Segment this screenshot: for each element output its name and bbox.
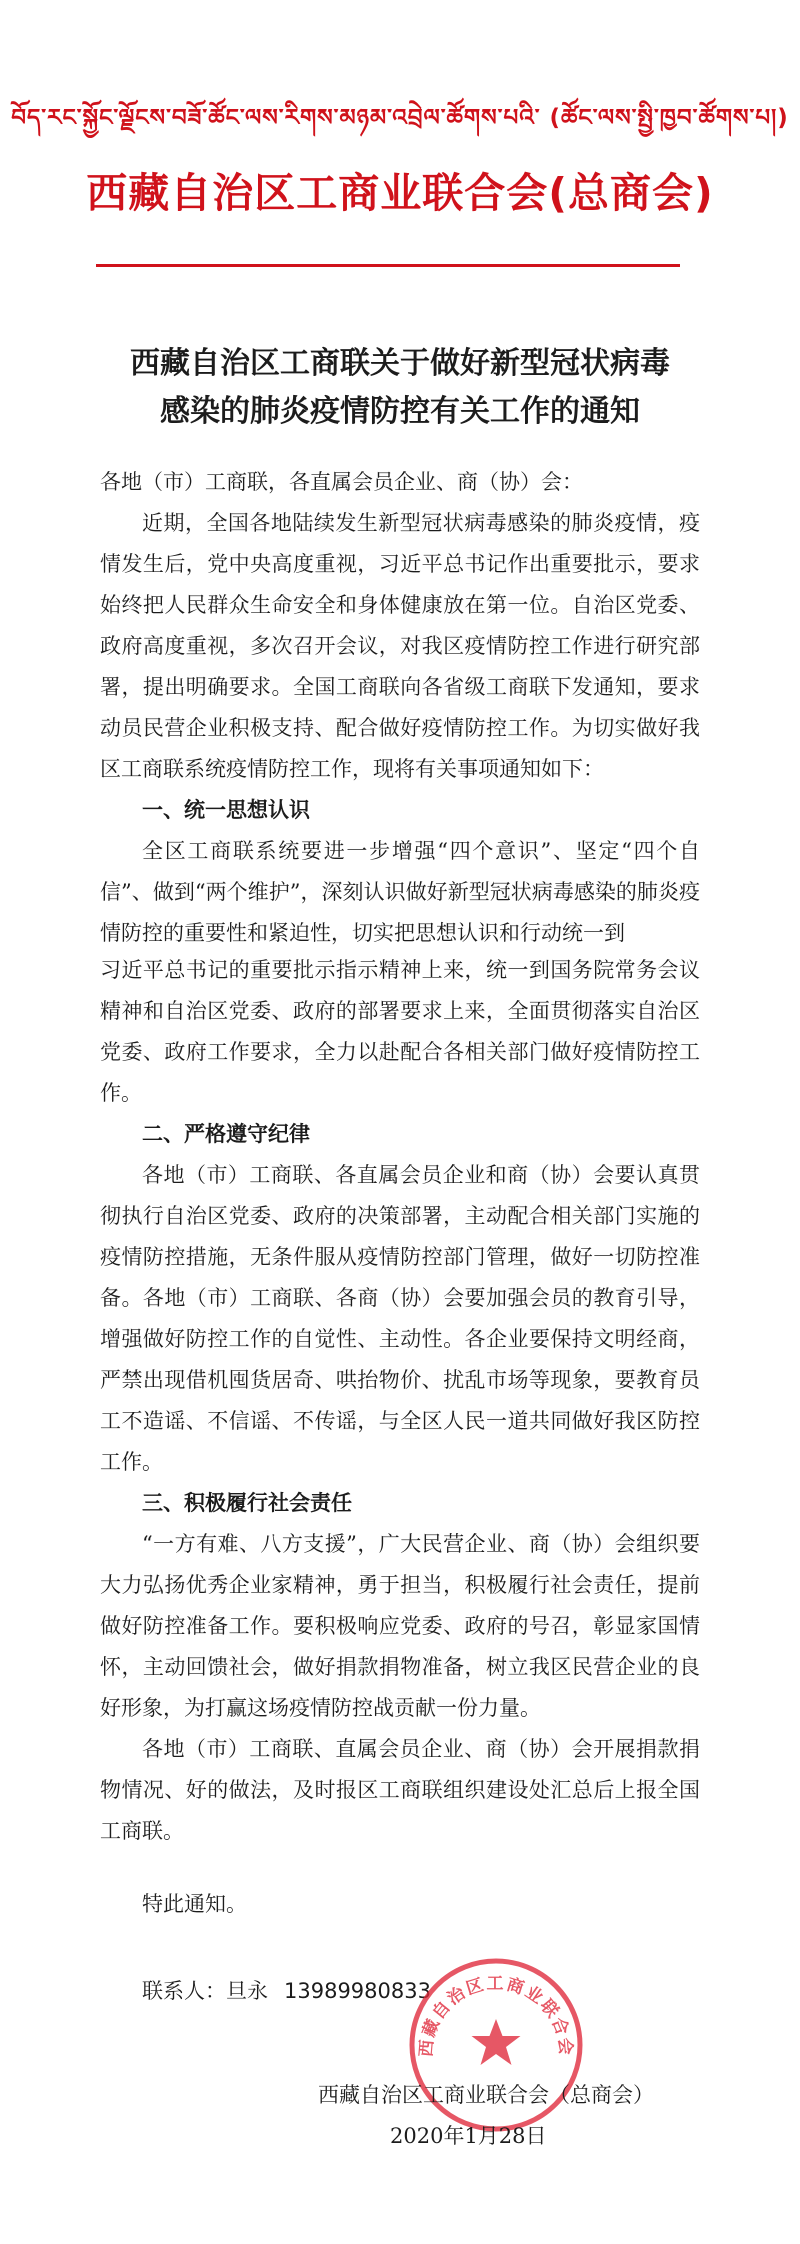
section-1-heading: 一、统一思想认识 [142,798,310,822]
tibetan-org-name: བོད་རང་སྐྱོང་ལྗོངས་བཟོ་ཚོང་ལས་རིགས་མཉམ་འབྲེལ་ཚོགས་པའི་ (ཚོང་ལས་སྤྱི་ཁྱབ་ཚོགས་པ།) [11,105,789,131]
document-title [0,340,800,436]
section-3-heading: 三、积极履行社会责任 [142,1491,352,1515]
contact-info [142,1975,431,2005]
section-2-paragraph: 各地（市）工商联、各直属会员企业和商（协）会要认真贯彻执行自治区党委、政府的决策部署，主动配合相关部门实施的疫情防控措施，无条件服从疫情防控部门管理，做好一切防控准备。各地（市）工商联、各商（协）会要加强会员的教育引导，增强做好防控工作的自觉性、主动性。各企业要保持文明经商，严禁出现借机囤货居奇、哄抬物价、扰乱市场等现象，要教育员工不造谣、不信谣、不传谣，与全区人民一道共同做好我区防控工作。 [100,1163,700,1474]
section-3-paragraph: “一方有难、八方支援”，广大民营企业、商（协）会组织要大力弘扬优秀企业家精神，勇于担当，积极履行社会责任，提前做好防控准备工作。要积极响应党委、政府的号召，彰显家国情怀，主动回馈社会，做好捐款捐物准备，树立我区民营企业的良好形象，为打赢这场疫情防控战贡献一份力量。 [100,1532,700,1720]
seal-ring-text: 西藏自治区工商业联合会 [416,1974,576,2058]
signature-date: 2020年1月28日 [390,2124,547,2148]
contact-phone: 13989980833 [284,1979,431,2003]
letterhead-divider [96,264,680,267]
salutation [100,462,700,503]
section-1-paragraph-end: 习近平总书记的重要批示指示精神上来，统一到国务院常务会议精神和自治区党委、政府的部署要求上来，全面贯彻落实自治区党委、政府工作要求，全力以赴配合各相关部门做好疫情防控工作。 [100,958,700,1105]
closing-paragraph: 各地（市）工商联、直属会员企业、商（协）会开展捐款捐物情况、好的做法，及时报区工商联组织建设处汇总后上报全国工商联。 [100,1737,700,1843]
signature-org: 西藏自治区工商业联合会（总商会） [318,2083,654,2107]
intro-paragraph: 近期，全国各地陆续发生新型冠状病毒感染的肺炎疫情，疫情发生后，党中央高度重视，习近平总书记作出重要批示，要求始终把人民群众生命安全和身体健康放在第一位。自治区党委、政府高度重视，多次召开会议，对我区疫情防控工作进行研究部署，提出明确要求。全国工商联向各省级工商联下发通知，要求动员民营企业积极支持、配合做好疫情防控工作。为切实做好我区工商联系统疫情防控工作，现将有关事项通知如下： [100,511,700,781]
title-line-2: 感染的肺炎疫情防控有关工作的通知 [160,394,640,429]
section-1-paragraph-start: 全区工商联系统要进一步增强“四个意识”、坚定“四个自信”、做到“两个维护”，深刻认识做好新型冠状病毒感染的肺炎疫情防控的重要性和紧迫性，切实把思想认识和行动统一到 [100,839,700,945]
salutation-text: 各地（市）工商联，各直属会员企业、商（协）会： [100,470,583,494]
closing-remark: 特此通知。 [142,1892,247,1916]
section-2-heading: 二、严格遵守纪律 [142,1122,310,1146]
contact-label: 联系人：旦永 [142,1979,268,2003]
body-block-2 [100,950,700,1852]
title-line-1: 西藏自治区工商联关于做好新型冠状病毒 [130,346,670,381]
org-letterhead-title: 西藏自治区工商业联合会(总商会) [86,169,714,217]
seal-star-icon [472,2019,521,2065]
body-block-1 [100,503,700,954]
